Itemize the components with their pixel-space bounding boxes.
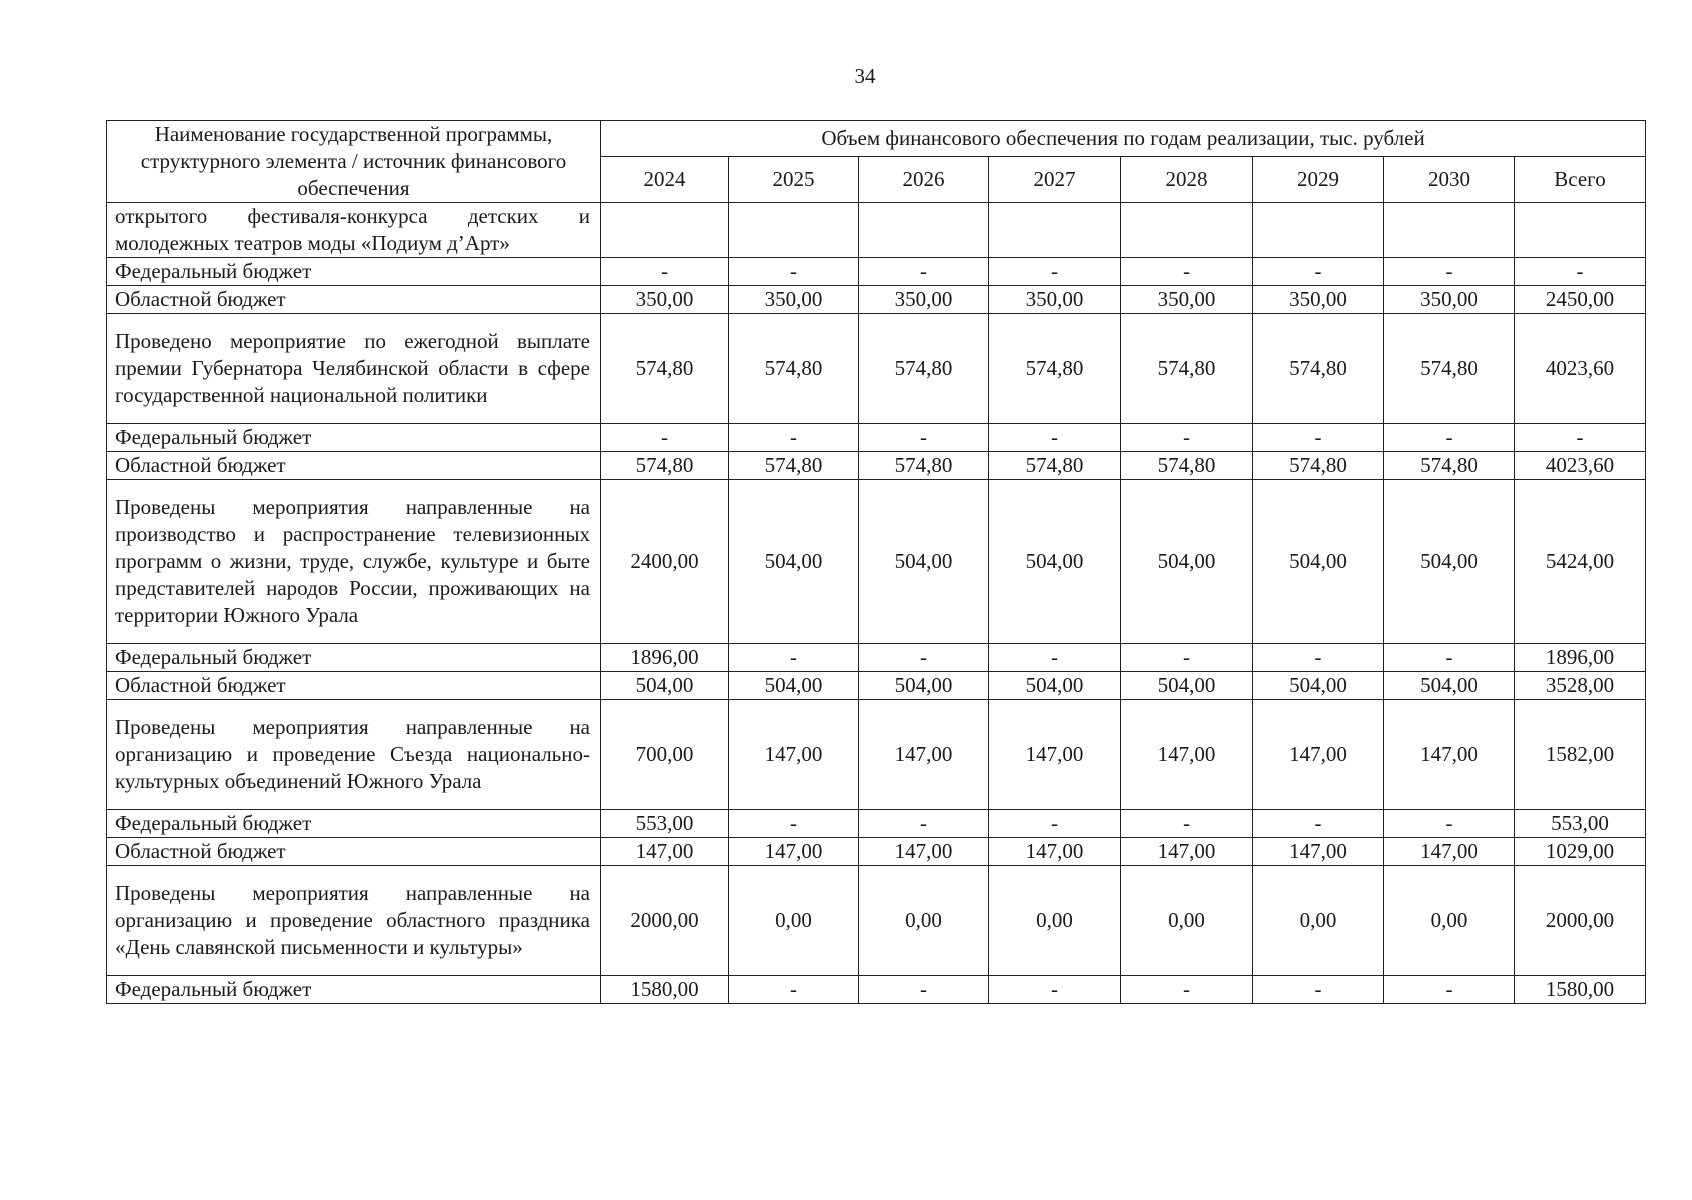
row-name-cell: Проведены мероприятия направленные на организацию и проведение Съезда национально-культурных объединений Южного Урала xyxy=(107,700,601,810)
value-cell xyxy=(601,203,729,258)
row-name-cell: Проведены мероприятия направленные на организацию и проведение областного праздника «День славянской письменности и культуры» xyxy=(107,866,601,976)
year-header: 2026 xyxy=(859,156,989,202)
value-cell: 574,80 xyxy=(601,452,729,480)
row-name-cell: Проведено мероприятие по ежегодной выплате премии Губернатора Челябинской области в сфере государственной национальной политики xyxy=(107,314,601,424)
total-cell: 4023,60 xyxy=(1515,314,1646,424)
total-cell xyxy=(1515,203,1646,258)
value-cell: 574,80 xyxy=(859,314,989,424)
value-cell xyxy=(859,203,989,258)
value-cell: - xyxy=(601,424,729,452)
total-cell: 1896,00 xyxy=(1515,644,1646,672)
value-cell: 504,00 xyxy=(859,480,989,644)
value-cell: 147,00 xyxy=(1384,838,1515,866)
value-cell: 504,00 xyxy=(989,672,1121,700)
value-cell: - xyxy=(859,810,989,838)
value-cell: 350,00 xyxy=(729,286,859,314)
total-cell: 1582,00 xyxy=(1515,700,1646,810)
value-cell: - xyxy=(1384,810,1515,838)
value-cell: - xyxy=(1384,644,1515,672)
value-cell: 504,00 xyxy=(1121,480,1253,644)
value-cell: 504,00 xyxy=(1253,672,1384,700)
value-cell: 574,80 xyxy=(1384,452,1515,480)
total-cell: - xyxy=(1515,424,1646,452)
value-cell: 147,00 xyxy=(1384,700,1515,810)
value-cell: 504,00 xyxy=(1253,480,1384,644)
value-cell: 0,00 xyxy=(859,866,989,976)
value-cell: 350,00 xyxy=(1253,286,1384,314)
value-cell: 504,00 xyxy=(1384,480,1515,644)
value-cell: 0,00 xyxy=(1384,866,1515,976)
row-name-cell: Областной бюджет xyxy=(107,286,601,314)
value-cell: - xyxy=(729,424,859,452)
value-cell: - xyxy=(1253,644,1384,672)
total-cell: 553,00 xyxy=(1515,810,1646,838)
value-cell: 147,00 xyxy=(1121,700,1253,810)
value-cell: 700,00 xyxy=(601,700,729,810)
value-cell: 147,00 xyxy=(1121,838,1253,866)
header-volume-cell: Объем финансового обеспечения по годам реализации, тыс. рублей xyxy=(601,121,1646,157)
table-body xyxy=(107,203,1646,1004)
value-cell: - xyxy=(1121,810,1253,838)
table-row xyxy=(107,314,1646,424)
total-cell: 5424,00 xyxy=(1515,480,1646,644)
value-cell: - xyxy=(989,976,1121,1004)
year-header: 2025 xyxy=(729,156,859,202)
value-cell: - xyxy=(1121,644,1253,672)
value-cell: - xyxy=(1384,424,1515,452)
value-cell: 553,00 xyxy=(601,810,729,838)
total-cell: - xyxy=(1515,258,1646,286)
table-row xyxy=(107,203,1646,258)
value-cell: 147,00 xyxy=(859,838,989,866)
value-cell: - xyxy=(989,424,1121,452)
value-cell: 147,00 xyxy=(859,700,989,810)
value-cell: 574,80 xyxy=(1384,314,1515,424)
value-cell: - xyxy=(1253,424,1384,452)
value-cell: - xyxy=(859,258,989,286)
row-name-cell: Федеральный бюджет xyxy=(107,810,601,838)
value-cell: - xyxy=(859,644,989,672)
value-cell: 574,80 xyxy=(1253,452,1384,480)
value-cell: 350,00 xyxy=(601,286,729,314)
value-cell: 147,00 xyxy=(989,700,1121,810)
value-cell: 147,00 xyxy=(1253,700,1384,810)
value-cell: 2000,00 xyxy=(601,866,729,976)
value-cell: 350,00 xyxy=(859,286,989,314)
row-name-cell: Федеральный бюджет xyxy=(107,258,601,286)
table-row xyxy=(107,810,1646,838)
value-cell: - xyxy=(601,258,729,286)
table-row xyxy=(107,480,1646,644)
value-cell: - xyxy=(729,258,859,286)
value-cell: 350,00 xyxy=(1384,286,1515,314)
year-header: 2028 xyxy=(1121,156,1253,202)
table-row xyxy=(107,700,1646,810)
value-cell: 0,00 xyxy=(1121,866,1253,976)
table-row xyxy=(107,838,1646,866)
table-row xyxy=(107,286,1646,314)
value-cell: 350,00 xyxy=(989,286,1121,314)
year-header: 2030 xyxy=(1384,156,1515,202)
value-cell: - xyxy=(859,976,989,1004)
value-cell: 504,00 xyxy=(1121,672,1253,700)
value-cell: 1580,00 xyxy=(601,976,729,1004)
value-cell: - xyxy=(1384,976,1515,1004)
year-header: 2029 xyxy=(1253,156,1384,202)
value-cell xyxy=(1384,203,1515,258)
value-cell xyxy=(989,203,1121,258)
value-cell: - xyxy=(1253,810,1384,838)
row-name-cell: Областной бюджет xyxy=(107,838,601,866)
total-cell: 2450,00 xyxy=(1515,286,1646,314)
table-row xyxy=(107,452,1646,480)
value-cell: 574,80 xyxy=(1253,314,1384,424)
row-name-cell: Областной бюджет xyxy=(107,672,601,700)
value-cell: 147,00 xyxy=(1253,838,1384,866)
value-cell: 504,00 xyxy=(989,480,1121,644)
value-cell: 504,00 xyxy=(1384,672,1515,700)
table-row xyxy=(107,672,1646,700)
value-cell: - xyxy=(989,644,1121,672)
year-header: 2027 xyxy=(989,156,1121,202)
table-row xyxy=(107,644,1646,672)
value-cell: 147,00 xyxy=(729,838,859,866)
value-cell: 350,00 xyxy=(1121,286,1253,314)
value-cell: 574,80 xyxy=(601,314,729,424)
value-cell: 0,00 xyxy=(1253,866,1384,976)
value-cell: 2400,00 xyxy=(601,480,729,644)
value-cell: 574,80 xyxy=(1121,314,1253,424)
value-cell: - xyxy=(729,644,859,672)
value-cell: 504,00 xyxy=(859,672,989,700)
value-cell: 574,80 xyxy=(989,314,1121,424)
value-cell: 574,80 xyxy=(729,452,859,480)
value-cell xyxy=(1121,203,1253,258)
value-cell xyxy=(729,203,859,258)
table-row xyxy=(107,424,1646,452)
value-cell xyxy=(1253,203,1384,258)
table-row xyxy=(107,258,1646,286)
value-cell: - xyxy=(989,810,1121,838)
value-cell: - xyxy=(729,976,859,1004)
value-cell: - xyxy=(1384,258,1515,286)
value-cell: - xyxy=(729,810,859,838)
value-cell: 574,80 xyxy=(859,452,989,480)
value-cell: - xyxy=(1253,976,1384,1004)
row-name-cell: Федеральный бюджет xyxy=(107,976,601,1004)
value-cell: 574,80 xyxy=(989,452,1121,480)
value-cell: 574,80 xyxy=(729,314,859,424)
total-cell: 2000,00 xyxy=(1515,866,1646,976)
value-cell: 147,00 xyxy=(601,838,729,866)
table-row xyxy=(107,976,1646,1004)
value-cell: 504,00 xyxy=(729,480,859,644)
value-cell: - xyxy=(859,424,989,452)
row-name-cell: Федеральный бюджет xyxy=(107,424,601,452)
value-cell: 504,00 xyxy=(601,672,729,700)
value-cell: 0,00 xyxy=(729,866,859,976)
value-cell: 1896,00 xyxy=(601,644,729,672)
total-cell: 3528,00 xyxy=(1515,672,1646,700)
value-cell: - xyxy=(1121,424,1253,452)
row-name-cell: Областной бюджет xyxy=(107,452,601,480)
value-cell: 0,00 xyxy=(989,866,1121,976)
value-cell: - xyxy=(1253,258,1384,286)
total-header: Всего xyxy=(1515,156,1646,202)
total-cell: 1029,00 xyxy=(1515,838,1646,866)
row-name-cell: Федеральный бюджет xyxy=(107,644,601,672)
row-name-cell: открытого фестиваля-конкурса детских и молодежных театров моды «Подиум д’Арт» xyxy=(107,203,601,258)
value-cell: 147,00 xyxy=(729,700,859,810)
value-cell: - xyxy=(989,258,1121,286)
total-cell: 4023,60 xyxy=(1515,452,1646,480)
year-header: 2024 xyxy=(601,156,729,202)
value-cell: 574,80 xyxy=(1121,452,1253,480)
financing-table xyxy=(106,120,1646,1004)
header-name-cell: Наименование государственной программы, структурного элемента / источник финансового обеспечения xyxy=(107,121,601,203)
value-cell: 147,00 xyxy=(989,838,1121,866)
page-number: 34 xyxy=(854,64,876,88)
table-row xyxy=(107,866,1646,976)
value-cell: 504,00 xyxy=(729,672,859,700)
row-name-cell: Проведены мероприятия направленные на производство и распространение телевизионных программ о жизни, труде, службе, культуре и быте представителей народов России, проживающих на территории Южного Урала xyxy=(107,480,601,644)
value-cell: - xyxy=(1121,976,1253,1004)
value-cell: - xyxy=(1121,258,1253,286)
total-cell: 1580,00 xyxy=(1515,976,1646,1004)
